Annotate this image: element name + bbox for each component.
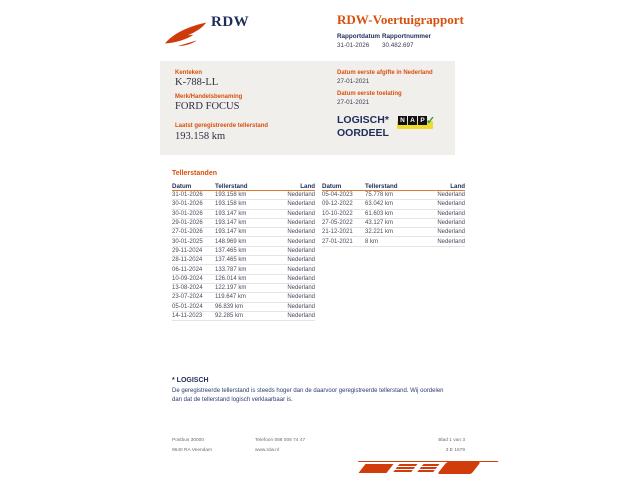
cell-land: Nederland xyxy=(287,294,315,301)
cell-datum: 30-01-2026 xyxy=(172,201,203,208)
nap-letter-a: A xyxy=(408,116,417,125)
tellerstanden-section-title: Tellerstanden xyxy=(172,170,217,177)
cell-datum: 28-11-2024 xyxy=(172,257,203,264)
table-row xyxy=(322,210,465,219)
cell-datum: 27-01-2026 xyxy=(172,229,203,236)
table-row xyxy=(172,256,315,265)
table-header-row xyxy=(172,180,315,191)
table-row xyxy=(322,200,465,209)
cell-land: Nederland xyxy=(437,238,465,245)
cell-tellerstand: 96.839 km xyxy=(215,303,244,310)
col-header-tellerstand: Tellerstand xyxy=(215,183,248,190)
cell-datum: 14-11-2023 xyxy=(172,313,203,319)
cell-tellerstand: 193.147 km xyxy=(215,229,247,236)
table-row xyxy=(172,228,315,237)
table-row xyxy=(322,237,465,246)
cell-land: Nederland xyxy=(287,313,315,319)
cell-tellerstand: 63.042 km xyxy=(365,201,394,208)
oordeel-text xyxy=(337,114,389,140)
nap-check-icon: ✓ xyxy=(426,115,436,127)
col-header-land: Land xyxy=(450,183,465,190)
cell-land: Nederland xyxy=(287,257,315,264)
nap-letter-n: N xyxy=(398,116,407,125)
vehicle-summary-box xyxy=(160,61,455,155)
col-header-land: Land xyxy=(300,183,315,190)
rdw-bird-icon xyxy=(163,20,209,48)
report-number-value: 30.482.697 xyxy=(382,42,414,49)
report-date-label: Rapportdatum xyxy=(337,33,381,40)
cell-datum: 09-12-2022 xyxy=(322,201,353,208)
cell-tellerstand: 137.465 km xyxy=(215,257,247,264)
toelating-value: 27-01-2021 xyxy=(337,99,370,106)
table-row xyxy=(172,275,315,284)
cell-land: Nederland xyxy=(287,275,315,282)
col-header-datum: Datum xyxy=(322,183,342,190)
report-number-label: Rapportnummer xyxy=(382,33,431,40)
rdw-stripes-graphic xyxy=(352,454,480,478)
cell-land: Nederland xyxy=(437,201,465,208)
nap-logo xyxy=(397,116,437,131)
cell-land: Nederland xyxy=(437,229,465,236)
stripe-bar xyxy=(392,464,417,473)
cell-tellerstand: 193.158 km xyxy=(215,201,247,208)
cell-tellerstand: 126.014 km xyxy=(215,275,247,282)
cell-land: Nederland xyxy=(437,210,465,217)
cell-datum: 27-05-2022 xyxy=(322,220,353,227)
cell-land: Nederland xyxy=(287,210,315,217)
merk-value: FORD FOCUS xyxy=(175,101,240,112)
cell-tellerstand: 119.647 km xyxy=(215,294,246,301)
cell-land: Nederland xyxy=(287,238,315,245)
cell-datum: 21-12-2021 xyxy=(322,229,353,236)
cell-datum: 30-01-2025 xyxy=(172,238,203,245)
table-row xyxy=(172,210,315,219)
col-header-tellerstand: Tellerstand xyxy=(365,183,398,190)
table-row xyxy=(172,200,315,209)
cell-datum: 29-11-2024 xyxy=(172,247,203,254)
odometer-table-left xyxy=(172,180,315,321)
cell-datum: 31-01-2026 xyxy=(172,192,203,199)
col-header-datum: Datum xyxy=(172,183,192,190)
footer-address-line1: Postbus 30000 xyxy=(172,438,205,443)
footer-page-indicator: Blad 1 van 3 xyxy=(438,438,465,443)
kenteken-value: K-788-LL xyxy=(175,77,219,88)
merk-label: Merk/Handelsbenaming xyxy=(175,94,243,100)
cell-land: Nederland xyxy=(287,247,315,254)
cell-tellerstand: 92.285 km xyxy=(215,313,244,319)
cell-land: Nederland xyxy=(437,192,465,199)
table-body xyxy=(172,191,315,321)
footer-website: www.rdw.nl xyxy=(255,448,279,453)
cell-land: Nederland xyxy=(437,220,465,227)
stripe-bar-highlight xyxy=(351,454,378,455)
cell-datum: 30-01-2026 xyxy=(172,210,203,217)
oordeel-line2: OORDEEL xyxy=(337,127,389,139)
cell-tellerstand: 193.147 km xyxy=(215,220,247,227)
oordeel-line1: LOGISCH* xyxy=(337,114,389,126)
cell-tellerstand: 137.465 km xyxy=(215,247,247,254)
report-date-value: 31-01-2026 xyxy=(337,42,370,49)
cell-datum: 29-01-2026 xyxy=(172,220,203,227)
footnote-text: De geregistreerde tellerstand is steeds hoger dan de daarvoor geregistreerde tellerstand. Wij oordelen dan dat de tellerstand logisch verklaarbaar is. xyxy=(172,388,444,404)
table-row xyxy=(172,293,315,302)
table-row xyxy=(172,247,315,256)
table-row xyxy=(172,284,315,293)
stripe-bar xyxy=(437,462,480,474)
footer-address-line2: 9640 RA Veendam xyxy=(172,448,213,453)
cell-land: Nederland xyxy=(287,220,315,227)
cell-tellerstand: 122.197 km xyxy=(215,285,247,292)
footer-form-code: 3 E 1679 xyxy=(445,448,465,453)
cell-land: Nederland xyxy=(287,201,315,208)
afgifte-value: 27-01-2021 xyxy=(337,78,370,85)
cell-datum: 10-09-2024 xyxy=(172,275,203,282)
table-header-row xyxy=(322,180,465,191)
footer-phone: Telefoon 088 008 74 47 xyxy=(255,438,306,443)
cell-tellerstand: 61.603 km xyxy=(365,210,394,217)
cell-land: Nederland xyxy=(287,192,315,199)
table-row xyxy=(172,219,315,228)
cell-tellerstand: 32.221 km xyxy=(365,229,394,236)
cell-datum: 05-04-2023 xyxy=(322,192,353,199)
cell-datum: 10-10-2022 xyxy=(322,210,353,217)
table-row xyxy=(172,303,315,312)
cell-datum: 23-07-2024 xyxy=(172,294,203,301)
cell-tellerstand: 193.158 km xyxy=(215,192,247,199)
cell-datum: 13-08-2024 xyxy=(172,285,203,292)
cell-land: Nederland xyxy=(287,285,315,292)
laatste-tellerstand-label: Laatst geregistreerde tellerstand xyxy=(175,123,269,129)
cell-tellerstand: 8 km xyxy=(365,238,379,245)
footnote-title: * LOGISCH xyxy=(172,377,209,384)
table-row xyxy=(322,219,465,228)
table-body xyxy=(322,191,465,247)
table-row xyxy=(172,312,315,321)
laatste-tellerstand-value: 193.158 km xyxy=(175,131,226,142)
rdw-logo xyxy=(163,16,283,50)
nap-letter-p: P xyxy=(418,116,427,125)
cell-land: Nederland xyxy=(287,303,315,310)
cell-tellerstand: 43.127 km xyxy=(365,220,394,227)
afgifte-label: Datum eerste afgifte in Nederland xyxy=(337,70,433,76)
table-row xyxy=(322,191,465,200)
page-title: RDW-Voertuigrapport xyxy=(337,12,464,27)
odometer-table-right xyxy=(322,180,465,247)
cell-datum: 05-01-2024 xyxy=(172,303,203,310)
stripe-bar xyxy=(358,464,393,473)
kenteken-label: Kenteken xyxy=(175,70,203,76)
table-row xyxy=(172,237,315,246)
cell-tellerstand: 148.969 km xyxy=(215,238,247,245)
table-row xyxy=(322,228,465,237)
cell-tellerstand: 193.147 km xyxy=(215,210,247,217)
stripe-bar xyxy=(416,464,439,473)
rdw-wordmark: RDW xyxy=(211,14,250,30)
cell-datum: 27-01-2021 xyxy=(322,238,353,245)
toelating-label: Datum eerste toelating xyxy=(337,91,402,97)
table-row xyxy=(172,265,315,274)
table-row xyxy=(172,191,315,200)
cell-datum: 06-11-2024 xyxy=(172,266,203,273)
cell-land: Nederland xyxy=(287,229,315,236)
cell-tellerstand: 133.787 km xyxy=(215,266,247,273)
cell-land: Nederland xyxy=(287,266,315,273)
cell-tellerstand: 75.778 km xyxy=(365,192,394,199)
